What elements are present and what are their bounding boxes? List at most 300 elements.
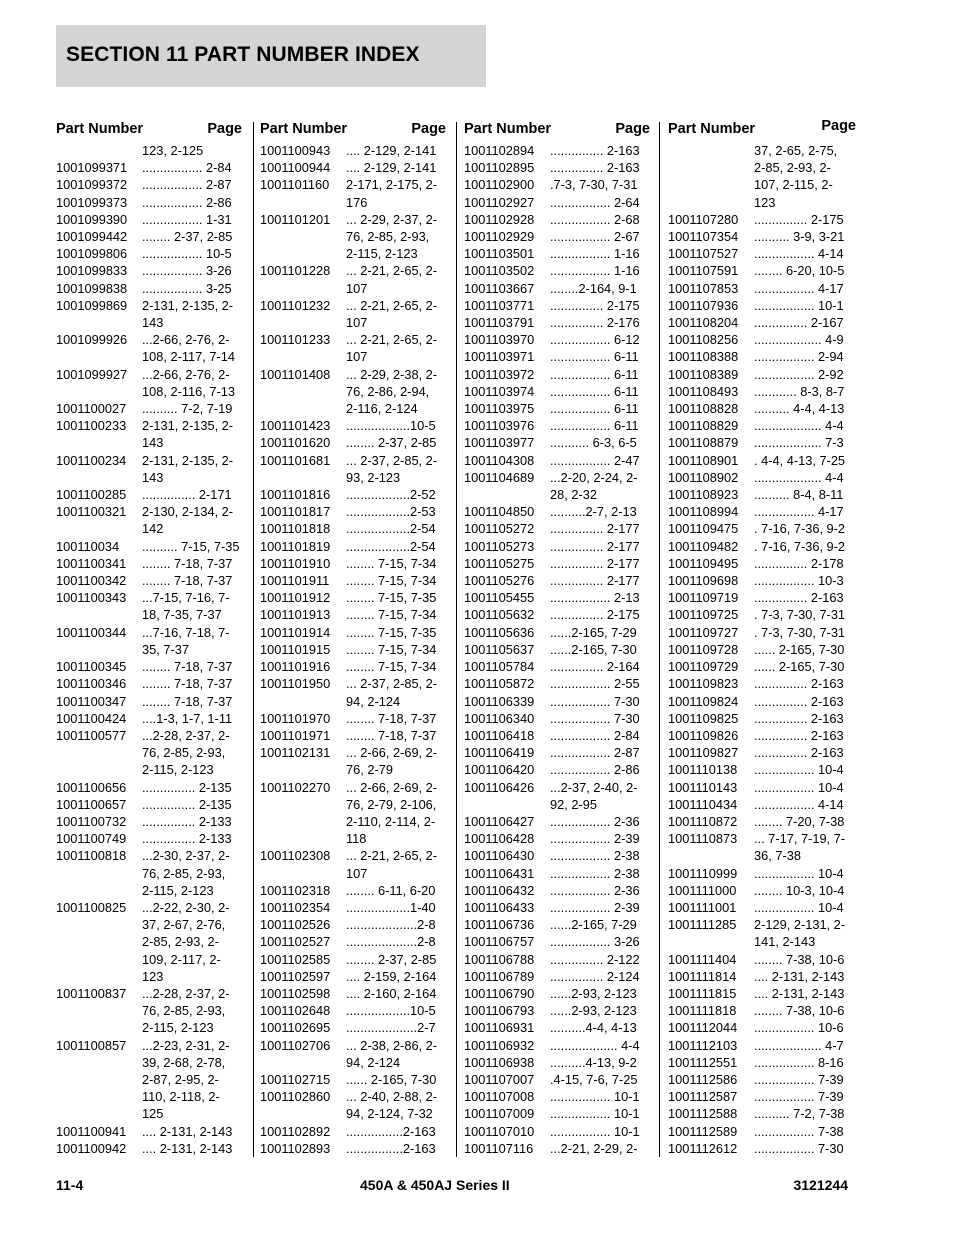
- index-row: [668, 899, 856, 916]
- part-number: [668, 176, 754, 193]
- index-row: [260, 538, 446, 555]
- index-row: [668, 1088, 856, 1105]
- page-reference: ............... 2-122: [550, 951, 640, 967]
- part-number: 1001112586: [668, 1071, 738, 1087]
- part-number: 1001101408: [260, 366, 331, 382]
- part-number: 1001099833: [56, 263, 128, 279]
- index-rows: [260, 142, 446, 1157]
- part-number: 1001099371: [56, 160, 128, 176]
- page-reference: .... 2-160, 2-164: [346, 985, 437, 1001]
- index-row: [464, 968, 650, 985]
- index-row: [260, 589, 446, 606]
- page-reference: .......... 4-4, 4-13: [754, 401, 845, 417]
- part-number: 1001105276: [464, 573, 535, 589]
- part-number: [260, 1054, 346, 1071]
- index-row: [668, 675, 856, 692]
- index-row: [56, 1019, 242, 1036]
- part-number: 1001108256: [668, 332, 739, 348]
- part-number: 1001106427: [464, 813, 535, 829]
- page-reference: ....1-3, 1-7, 1-11: [142, 710, 233, 726]
- part-number: [56, 314, 142, 331]
- part-number: 1001101620: [260, 435, 331, 451]
- page-reference: ........2-164, 9-1: [550, 280, 637, 296]
- index-row: [260, 572, 446, 589]
- page-reference: ............... 2-135: [142, 796, 232, 812]
- part-number: [56, 1105, 142, 1122]
- part-number: [56, 916, 142, 933]
- page-reference: ................. 2-64: [550, 194, 640, 210]
- index-row: [668, 262, 856, 279]
- index-row: [668, 589, 856, 606]
- page-reference: ... 2-29, 2-38, 2-: [346, 366, 438, 382]
- part-number: 1001100321: [56, 504, 127, 520]
- part-number: 1001100941: [56, 1123, 127, 1139]
- index-row: [668, 813, 856, 830]
- part-number: [260, 1105, 346, 1122]
- index-row: [464, 933, 650, 950]
- page-reference: 2-85, 2-93, 2-: [754, 160, 831, 176]
- part-number: 1001103667: [464, 280, 535, 296]
- part-number: 1001106788: [464, 951, 535, 967]
- index-row: [464, 916, 650, 933]
- index-row: [668, 1071, 856, 1088]
- page-reference: ......2-165, 7-29: [550, 917, 637, 933]
- index-row: [668, 366, 856, 383]
- part-number: 1001109824: [668, 693, 739, 709]
- index-row: [668, 882, 856, 899]
- page-reference: ................. 10-3: [754, 573, 844, 589]
- column-header: [260, 118, 446, 144]
- part-number: 1001102318: [260, 882, 331, 898]
- index-row: [464, 262, 650, 279]
- part-number: 1001108902: [668, 469, 739, 485]
- page-reference: 2-115, 2-123: [142, 1020, 214, 1036]
- page-reference: ................. 8-16: [754, 1054, 844, 1070]
- page-reference: ................. 10-4: [754, 865, 844, 881]
- index-row: [260, 675, 446, 692]
- index-row: [464, 899, 650, 916]
- page-reference: 107: [346, 349, 368, 365]
- page-reference: ........ 7-15, 7-35: [346, 624, 437, 640]
- index-row: [464, 194, 650, 211]
- page-reference: ............... 2-163: [754, 727, 844, 743]
- part-number: 1001108388: [668, 349, 739, 365]
- part-number: [56, 348, 142, 365]
- part-number: 1001102131: [260, 745, 331, 761]
- page-reference: ............... 2-163: [754, 745, 844, 761]
- page-reference: 2-131, 2-135, 2-: [142, 297, 234, 313]
- part-number: 1001110873: [668, 831, 738, 847]
- part-number: 1001109729: [668, 659, 739, 675]
- page-reference: 35, 7-37: [142, 641, 189, 657]
- part-number: 1001102892: [260, 1123, 331, 1139]
- index-row: [464, 572, 650, 589]
- index-row: [464, 245, 650, 262]
- part-number: 1001106789: [464, 968, 535, 984]
- part-number: [260, 383, 346, 400]
- part-number: [56, 383, 142, 400]
- page-reference: ...7-16, 7-18, 7-: [142, 624, 230, 640]
- page-reference: ........ 7-18, 7-37: [346, 710, 437, 726]
- index-row: [668, 194, 856, 211]
- page-reference: ............... 2-177: [550, 573, 640, 589]
- page-reference: ................. 7-38: [754, 1123, 844, 1139]
- part-number: 1001103976: [464, 418, 535, 434]
- part-number: 1001102894: [464, 143, 535, 158]
- page-reference: ................. 2-39: [550, 899, 640, 915]
- part-number: 1001103502: [464, 263, 535, 279]
- part-number: 1001104850: [464, 504, 535, 520]
- page-reference: 76, 2-85, 2-93,: [142, 865, 226, 881]
- index-row: [668, 331, 856, 348]
- index-row: [260, 1123, 446, 1140]
- page-reference: .... 2-129, 2-141: [346, 143, 437, 158]
- index-row: [260, 1071, 446, 1088]
- index-row: [668, 486, 856, 503]
- part-number: 1001101970: [260, 710, 331, 726]
- index-row: [56, 297, 242, 314]
- index-row: [668, 417, 856, 434]
- part-number: 1001106430: [464, 848, 535, 864]
- index-row: [464, 142, 650, 159]
- page-reference: ................. 1-16: [550, 263, 640, 279]
- part-number: 1001106419: [464, 745, 535, 761]
- part-number: 1001103970: [464, 332, 535, 348]
- part-number: [668, 933, 754, 950]
- index-row: [464, 417, 650, 434]
- page-reference: ................. 2-38: [550, 848, 640, 864]
- page-reference: ........ 7-20, 7-38: [754, 813, 845, 829]
- part-number: [56, 1071, 142, 1088]
- page-reference: ...2-21, 2-29, 2-: [550, 1140, 638, 1156]
- page-reference: ............... 2-124: [550, 968, 640, 984]
- index-row: [464, 624, 650, 641]
- part-number: 1001106340: [464, 710, 535, 726]
- page-reference: .... 2-131, 2-143: [142, 1123, 233, 1139]
- footer-model: 450A & 450AJ Series II: [360, 1177, 510, 1193]
- part-number: 1001108879: [668, 435, 739, 451]
- index-row: [668, 1019, 856, 1036]
- page-reference: 123: [754, 194, 776, 210]
- part-number: [260, 228, 346, 245]
- page-reference: 108, 2-117, 7-14: [142, 349, 235, 365]
- index-row: [260, 280, 446, 297]
- index-row: [56, 968, 242, 985]
- index-row: [260, 899, 446, 916]
- part-number: 1001100942: [56, 1140, 127, 1156]
- index-row: [56, 693, 242, 710]
- part-number: 1001107116: [464, 1140, 534, 1156]
- index-row: [668, 847, 856, 864]
- index-row: [464, 779, 650, 796]
- part-number: [56, 882, 142, 899]
- index-row: [668, 641, 856, 658]
- index-row: [464, 1105, 650, 1122]
- section-banner: [56, 25, 486, 87]
- part-number: [260, 194, 346, 211]
- index-row: [668, 572, 856, 589]
- part-number: 1001112588: [668, 1106, 738, 1122]
- index-row: [260, 951, 446, 968]
- page-reference: ................. 10-1: [550, 1106, 640, 1122]
- page-reference: 92, 2-95: [550, 796, 597, 812]
- part-number: 1001111818: [668, 1003, 737, 1019]
- index-row: [260, 314, 446, 331]
- page-reference: 143: [142, 315, 164, 331]
- index-row: [260, 503, 446, 520]
- index-row: [56, 1123, 242, 1140]
- page-reference: ................. 6-12: [550, 332, 640, 348]
- part-number: 1001101201: [260, 211, 331, 227]
- part-number: 1001102598: [260, 985, 331, 1001]
- index-row: [56, 400, 242, 417]
- index-row: [56, 1071, 242, 1088]
- part-number: 1001101911: [260, 573, 330, 589]
- page-reference: ................. 10-1: [550, 1123, 640, 1139]
- part-number: 1001100818: [56, 848, 127, 864]
- part-number: 1001109475: [668, 521, 739, 537]
- index-row: [668, 452, 856, 469]
- index-row: [464, 400, 650, 417]
- part-number: 1001101423: [260, 418, 331, 434]
- part-number: [260, 830, 346, 847]
- page-reference: 109, 2-117, 2-: [142, 951, 221, 967]
- index-row: [668, 555, 856, 572]
- index-row: [464, 1054, 650, 1071]
- index-row: [464, 469, 650, 486]
- part-number: 1001106793: [464, 1003, 535, 1019]
- part-number: 1001112103: [668, 1037, 738, 1053]
- index-row: [260, 159, 446, 176]
- index-row: [668, 520, 856, 537]
- page-reference: ...... 2-165, 7-30: [754, 659, 845, 675]
- index-row: [260, 847, 446, 864]
- part-number: 1001102706: [260, 1037, 331, 1053]
- page-reference: ............ 8-3, 8-7: [754, 383, 845, 399]
- part-number: 1001101913: [260, 607, 331, 623]
- page-reference: ........ 7-18, 7-37: [142, 693, 233, 709]
- index-row: [56, 1002, 242, 1019]
- index-row: [260, 211, 446, 228]
- index-row: [260, 1054, 446, 1071]
- part-number: 1001104308: [464, 452, 535, 468]
- part-number: 1001111404: [668, 951, 737, 967]
- part-number: 1001102270: [260, 779, 331, 795]
- part-number: 1001109728: [668, 641, 739, 657]
- page-reference: 118: [346, 831, 367, 847]
- index-row: [464, 383, 650, 400]
- page-reference: . 7-3, 7-30, 7-31: [754, 624, 846, 640]
- page-reference: ................2-163: [346, 1123, 436, 1139]
- page-reference: 107, 2-115, 2-: [754, 177, 833, 193]
- page-reference: ...2-28, 2-37, 2-: [142, 727, 230, 743]
- part-number: [260, 796, 346, 813]
- index-row: [260, 176, 446, 193]
- index-row: [464, 796, 650, 813]
- page-reference: ..........4-4, 4-13: [550, 1020, 637, 1036]
- page-reference: ................. 10-5: [142, 246, 232, 262]
- page-reference: ................. 3-26: [550, 934, 640, 950]
- page-reference: ................. 4-14: [754, 796, 844, 812]
- page-reference: ................. 10-4: [754, 899, 844, 915]
- page-reference: ................. 4-14: [754, 246, 844, 262]
- part-number: 1001102928: [464, 211, 535, 227]
- part-number: 1001103977: [464, 435, 535, 451]
- part-number: 1001107010: [464, 1123, 535, 1139]
- index-row: [668, 779, 856, 796]
- page-reference: ................. 1-31: [142, 211, 232, 227]
- index-row: [260, 624, 446, 641]
- part-number: 1001108994: [668, 504, 739, 520]
- page-reference: ................. 2-92: [754, 366, 844, 382]
- page-reference: ...... 2-165, 7-30: [754, 641, 845, 657]
- part-number: [260, 314, 346, 331]
- index-row: [56, 796, 242, 813]
- index-row: [260, 693, 446, 710]
- page-reference: ................... 7-3: [754, 435, 844, 451]
- index-row: [260, 916, 446, 933]
- part-number: 1001109823: [668, 676, 739, 692]
- page-reference: ............... 2-178: [754, 555, 844, 571]
- page-reference: ....................2-7: [346, 1020, 436, 1036]
- part-number: 1001100341: [56, 555, 127, 571]
- page-reference: ... 2-40, 2-88, 2-: [346, 1089, 438, 1105]
- index-row: [260, 1088, 446, 1105]
- index-row: [260, 882, 446, 899]
- page-reference: ...2-22, 2-30, 2-: [142, 899, 230, 915]
- index-row: [56, 882, 242, 899]
- part-number: 1001100343: [56, 590, 127, 606]
- part-number: 1001102585: [260, 951, 331, 967]
- part-number: 1001099390: [56, 211, 128, 227]
- column-header: [668, 118, 856, 144]
- part-number: 1001100825: [56, 899, 127, 915]
- page-reference: ........ 7-15, 7-34: [346, 573, 437, 589]
- part-number: [668, 142, 754, 159]
- page-reference: ..........2-7, 2-13: [550, 504, 637, 520]
- index-row: [668, 1123, 856, 1140]
- page-reference: .......... 3-9, 3-21: [754, 229, 845, 245]
- index-row: [464, 744, 650, 761]
- page-reference: . 7-3, 7-30, 7-31: [754, 607, 846, 623]
- page-reference: 94, 2-124: [346, 693, 401, 709]
- part-number: [260, 245, 346, 262]
- part-number: 1001108829: [668, 418, 739, 434]
- index-row: [464, 589, 650, 606]
- page-reference: ...2-23, 2-31, 2-: [142, 1037, 230, 1053]
- page-reference: ................. 3-26: [142, 263, 232, 279]
- part-number: 1001099806: [56, 246, 128, 262]
- index-row: [668, 469, 856, 486]
- index-row: [464, 727, 650, 744]
- index-row: [668, 796, 856, 813]
- part-number: [260, 761, 346, 778]
- part-number: [260, 280, 346, 297]
- part-number: 1001105455: [464, 590, 535, 606]
- page-reference: .... 2-131, 2-143: [754, 985, 845, 1001]
- page-reference: ................. 2-67: [550, 229, 640, 245]
- part-number: 1001102308: [260, 848, 331, 864]
- part-number: 1001106938: [464, 1054, 535, 1070]
- part-number: 1001101916: [260, 659, 331, 675]
- index-row: [260, 1037, 446, 1054]
- page-reference: ........ 7-15, 7-34: [346, 555, 437, 571]
- part-number: 1001108389: [668, 366, 739, 382]
- part-number: 1001107591: [668, 263, 739, 279]
- index-row: [464, 761, 650, 778]
- index-row: [56, 641, 242, 658]
- index-row: [464, 813, 650, 830]
- index-row: [464, 641, 650, 658]
- part-number: 1001108204: [668, 315, 739, 331]
- index-row: [56, 1140, 242, 1157]
- part-number: 1001101971: [260, 727, 331, 743]
- part-number: 1001102695: [260, 1020, 331, 1036]
- page-reference: ................. 6-11: [550, 418, 639, 434]
- page-reference: 107: [346, 280, 368, 296]
- page-reference: .4-15, 7-6, 7-25: [550, 1071, 638, 1087]
- part-number: 1001100657: [56, 796, 127, 812]
- part-number: 1001101233: [260, 332, 331, 348]
- page-reference: ........ 2-37, 2-85: [142, 229, 233, 245]
- part-number: 1001103975: [464, 401, 535, 417]
- part-number: 1001103972: [464, 366, 535, 382]
- index-row: [464, 675, 650, 692]
- page-reference: ........ 7-15, 7-34: [346, 659, 437, 675]
- page-reference: ................. 7-30: [754, 1140, 844, 1156]
- index-row: [56, 159, 242, 176]
- part-number: 1001100857: [56, 1037, 127, 1053]
- page-reference: ................. 10-4: [754, 762, 844, 778]
- page-reference: ................. 2-38: [550, 865, 640, 881]
- index-row: [260, 744, 446, 761]
- footer-page-number: 11-4: [56, 1177, 84, 1193]
- page-reference: ................. 2-68: [550, 211, 640, 227]
- part-number: 1001099869: [56, 297, 128, 313]
- part-number: 1001110143: [668, 779, 738, 795]
- index-rows: [464, 142, 650, 1157]
- index-row: [260, 348, 446, 365]
- index-row: [56, 520, 242, 537]
- page-header: Page: [411, 121, 446, 137]
- index-row: [668, 245, 856, 262]
- page-reference: ........ 6-20, 10-5: [754, 263, 845, 279]
- page-reference: 110, 2-118, 2-: [142, 1089, 220, 1105]
- index-row: [56, 899, 242, 916]
- index-row: [56, 366, 242, 383]
- page-reference: ... 2-37, 2-85, 2-: [346, 452, 438, 468]
- page-reference: 76, 2-85, 2-93,: [346, 229, 430, 245]
- page-reference: .......... 7-2, 7-19: [142, 401, 233, 417]
- index-row: [56, 245, 242, 262]
- index-row: [668, 761, 856, 778]
- part-number: 1001109725: [668, 607, 739, 623]
- index-row: [668, 1054, 856, 1071]
- part-number: 1001109827: [668, 745, 739, 761]
- part-number: [260, 813, 346, 830]
- part-number: 1001101950: [260, 676, 331, 692]
- page-reference: ........ 7-18, 7-37: [142, 676, 233, 692]
- part-number: 1001111814: [668, 968, 737, 984]
- index-row: [464, 1019, 650, 1036]
- part-number: [56, 968, 142, 985]
- index-row: [260, 228, 446, 245]
- page-reference: ................. 2-36: [550, 882, 640, 898]
- part-number: 1001101819: [260, 538, 331, 554]
- part-number: 1001102860: [260, 1089, 331, 1105]
- page-reference: .......... 7-15, 7-35: [142, 538, 240, 554]
- part-number: [668, 194, 754, 211]
